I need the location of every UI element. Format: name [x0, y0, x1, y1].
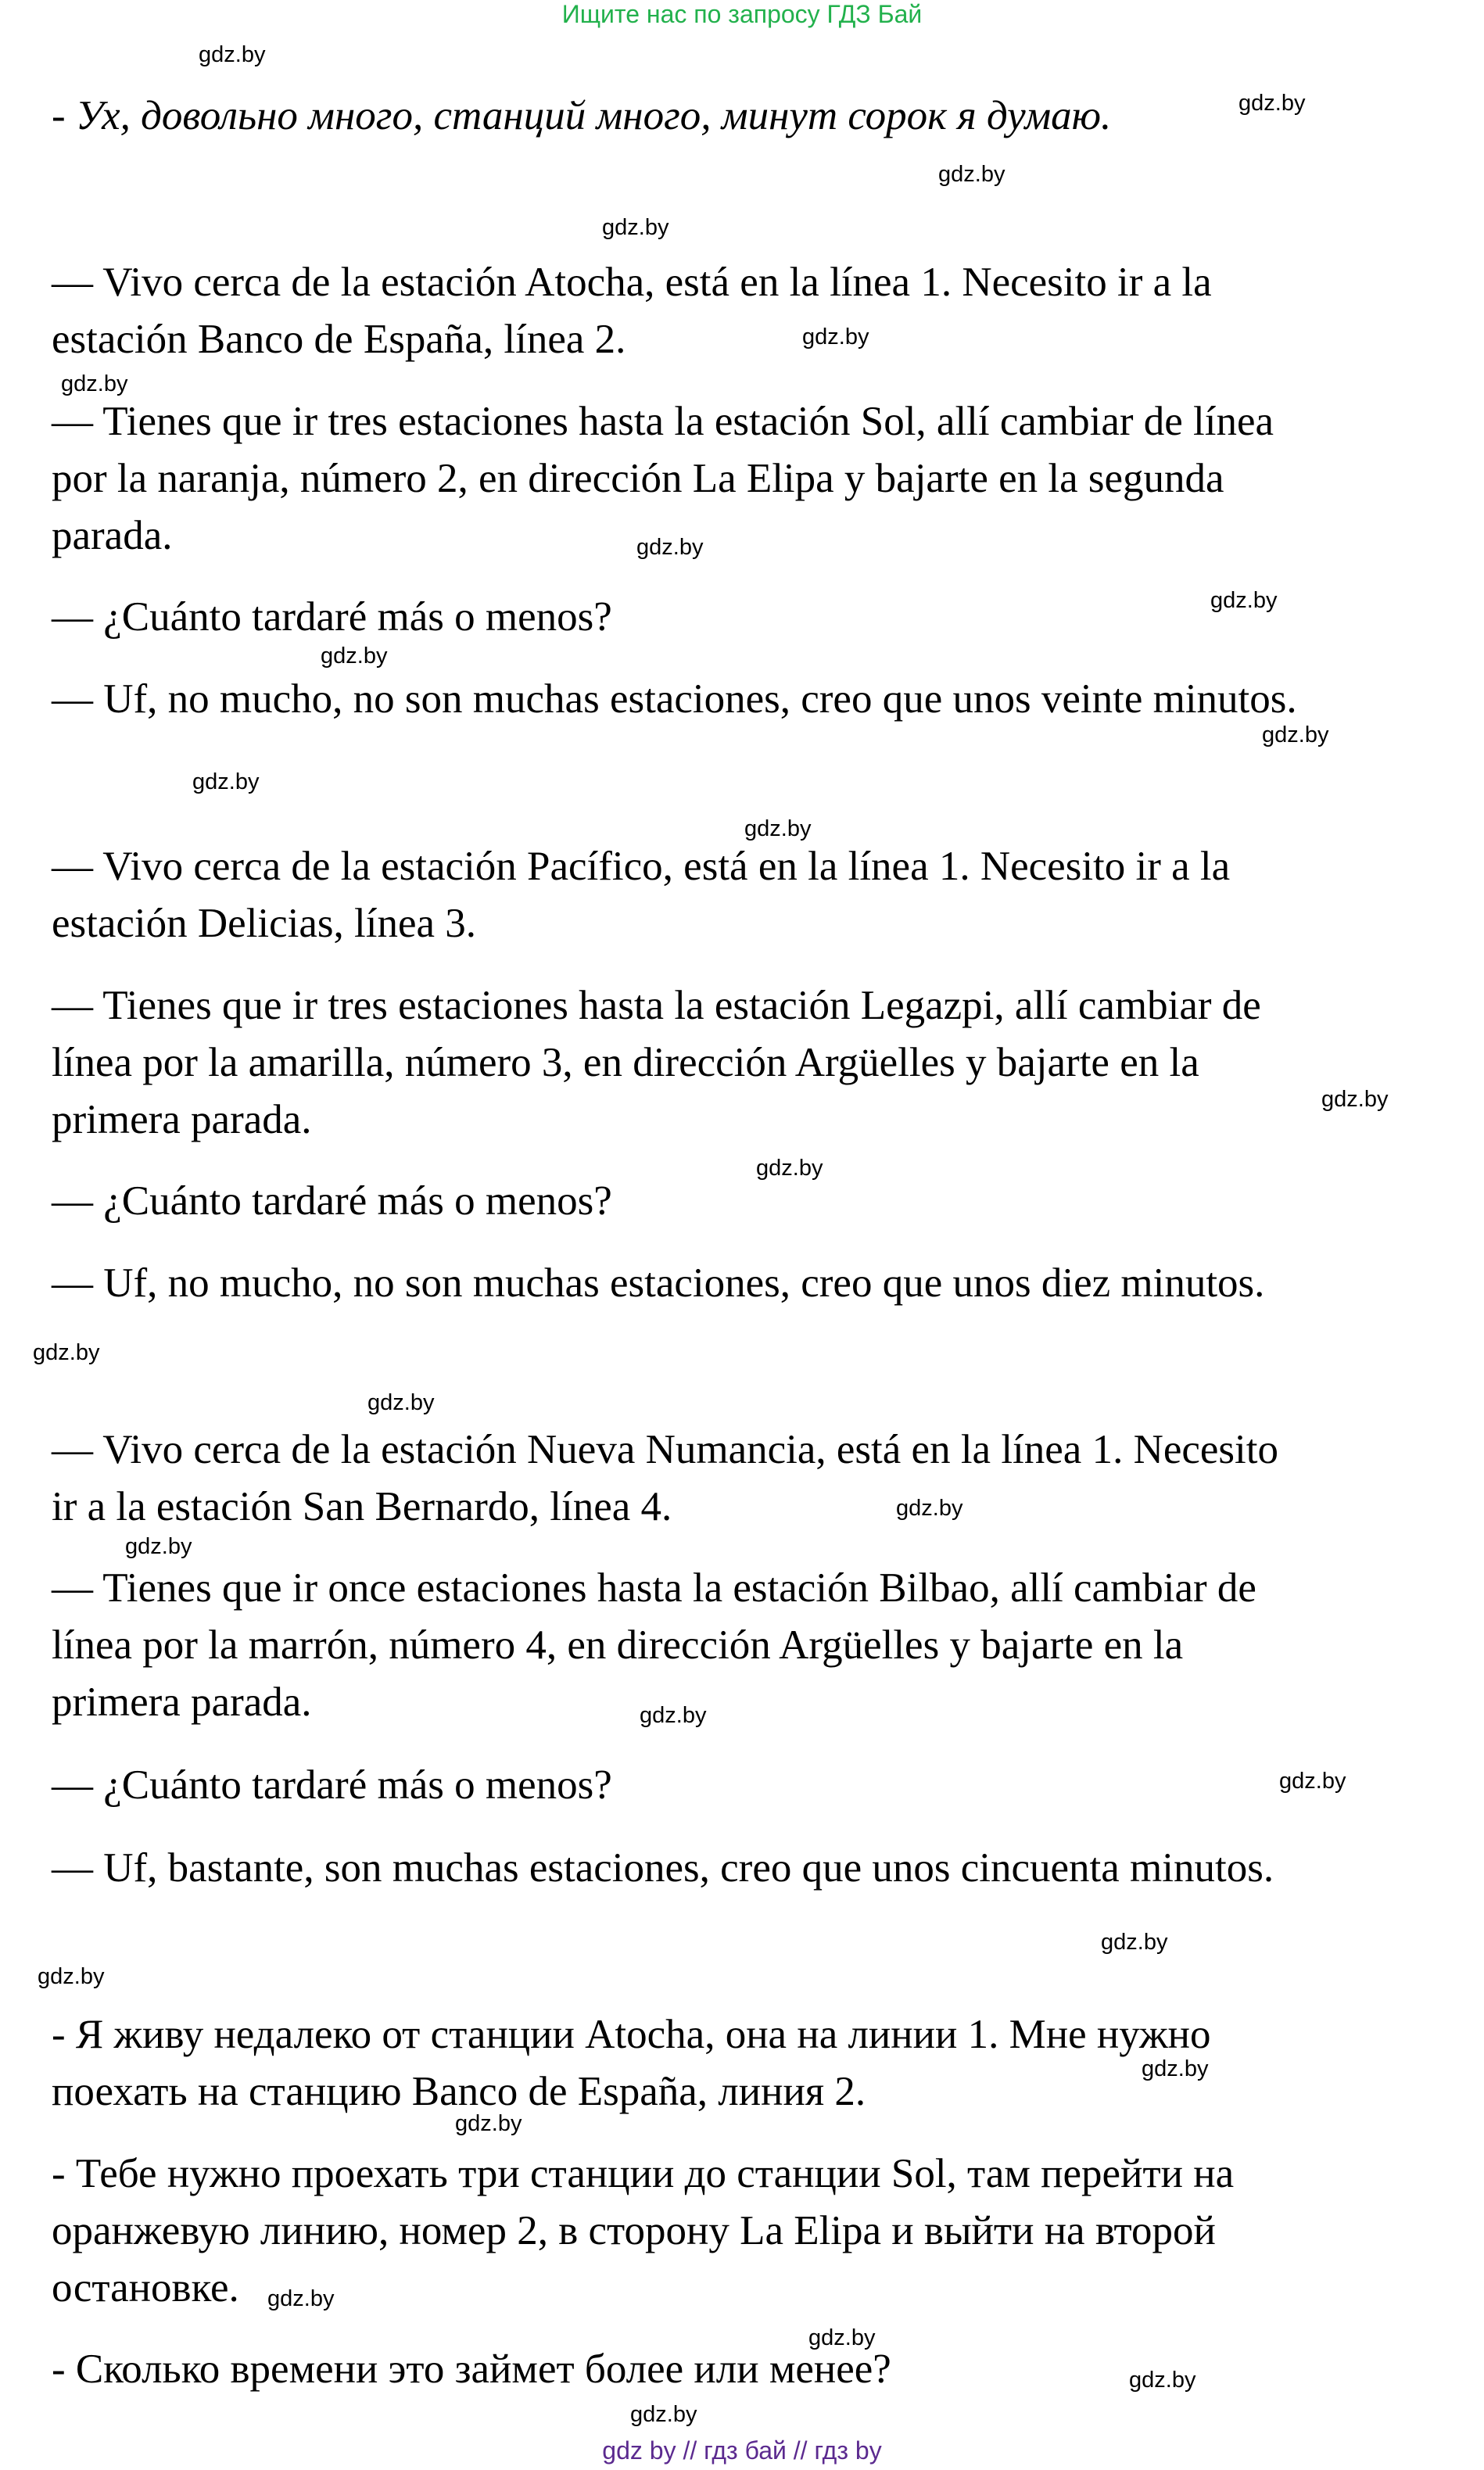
footer-links[interactable]: gdz by // гдз бай // гдз by — [602, 2436, 882, 2465]
watermark: gdz.by — [367, 1390, 435, 1415]
watermark: gdz.by — [33, 1340, 100, 1365]
text-line-1: - Ух, довольно много, станций много, минут сорок я думаю. — [52, 93, 1112, 138]
watermark: gdz.by — [1142, 2056, 1209, 2081]
dialogue-3-line-1: — Vivo cerca de la estación Nueva Numancia, está en la línea 1. Necesito ir a la estación San Bernardo, línea 4. — [52, 1427, 1278, 1529]
dialogue-2-line-2: — Tienes que ir tres estaciones hasta la estación Legazpi, allí cambiar de línea por la amarilla, número 3, en dirección Argüelles y bajarte en la primera parada. — [52, 983, 1261, 1142]
translation-line-3: - Сколько времени это займет более или менее? — [52, 2346, 891, 2392]
watermark: gdz.by — [125, 1534, 192, 1559]
dialogue-2-line-4: — Uf, no mucho, no son muchas estaciones, creo que unos diez minutos. — [52, 1260, 1265, 1306]
watermark: gdz.by — [1262, 722, 1329, 747]
watermark: gdz.by — [1210, 588, 1278, 613]
translation-line-2: - Тебе нужно проехать три станции до станции Sol, там перейти на оранжевую линию, номер 2, в сторону La Elipa и выйти на второй остановке. — [52, 2151, 1235, 2310]
watermark: gdz.by — [321, 643, 388, 669]
dialogue-2-line-3: — ¿Cuánto tardaré más o menos? — [52, 1178, 612, 1224]
watermark: gdz.by — [1129, 2368, 1196, 2393]
watermark: gdz.by — [192, 769, 260, 794]
dialogue-1-line-2: — Tienes que ir tres estaciones hasta la estación Sol, allí cambiar de línea por la naranja, número 2, en dirección La Elipa y bajarte en la segunda parada. — [52, 399, 1274, 558]
watermark: gdz.by — [630, 2402, 697, 2427]
watermark: gdz.by — [267, 2286, 335, 2311]
watermark: gdz.by — [744, 816, 812, 841]
dialogue-1-line-1: — Vivo cerca de la estación Atocha, está en la línea 1. Necesito ir a la estación Banco de España, línea 2. — [52, 260, 1212, 362]
watermark: gdz.by — [199, 42, 266, 67]
watermark: gdz.by — [938, 162, 1005, 187]
watermark: gdz.by — [1279, 1769, 1346, 1794]
dialogue-2-line-1: — Vivo cerca de la estación Pacífico, está en la línea 1. Necesito ir a la estación Delicias, línea 3. — [52, 844, 1231, 946]
watermark: gdz.by — [808, 2325, 876, 2350]
watermark: gdz.by — [640, 1703, 707, 1728]
dialogue-3-line-4: — Uf, bastante, son muchas estaciones, creo que unos cincuenta minutos. — [52, 1845, 1274, 1891]
dialogue-3-line-2: — Tienes que ir once estaciones hasta la estación Bilbao, allí cambiar de línea por la marrón, número 4, en dirección Argüelles y bajarte en la primera parada. — [52, 1565, 1256, 1725]
watermark: gdz.by — [61, 371, 128, 396]
dialogue-1-line-4: — Uf, no mucho, no son muchas estaciones, creo que unos veinte minutos. — [52, 676, 1297, 722]
watermark: gdz.by — [38, 1964, 105, 1989]
watermark: gdz.by — [1321, 1087, 1389, 1112]
watermark: gdz.by — [1238, 91, 1306, 116]
top-banner: Ищите нас по запросу ГДЗ Бай — [561, 0, 923, 28]
watermark: gdz.by — [602, 215, 669, 240]
watermark: gdz.by — [896, 1496, 963, 1521]
watermark: gdz.by — [756, 1156, 823, 1181]
watermark: gdz.by — [455, 2111, 522, 2136]
dialogue-1-line-3: — ¿Cuánto tardaré más o menos? — [52, 594, 612, 640]
translation-line-1: - Я живу недалеко от станции Atocha, она на линии 1. Мне нужно поехать на станцию Banco de España, линия 2. — [52, 2012, 1211, 2114]
watermark: gdz.by — [1101, 1930, 1168, 1955]
watermark: gdz.by — [636, 535, 704, 560]
watermark: gdz.by — [802, 324, 869, 350]
dialogue-3-line-3: — ¿Cuánto tardaré más o menos? — [52, 1762, 612, 1808]
